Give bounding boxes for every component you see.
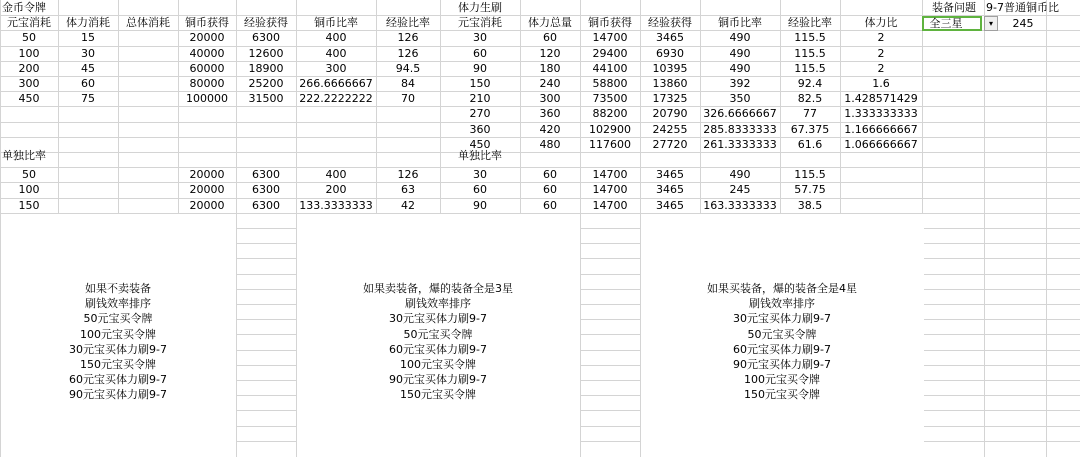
header-gold-token[interactable]: 金币令牌 [2, 1, 46, 14]
table-cell[interactable]: 400 [325, 31, 347, 44]
table-cell[interactable]: 20790 [652, 107, 688, 120]
table-cell[interactable]: 222.2222222 [299, 92, 373, 105]
note-line: 150元宝买令牌 [80, 358, 156, 372]
table-cell[interactable]: 2 [877, 62, 885, 75]
table-cell[interactable]: 360 [539, 107, 561, 120]
dropdown-value: 全三星 [929, 17, 963, 30]
table-cell[interactable]: 70 [401, 92, 415, 105]
note-line: 如果不卖装备 [85, 282, 151, 295]
table-cell[interactable]: 38.5 [797, 199, 823, 212]
table-cell[interactable]: 115.5 [794, 168, 826, 181]
table-cell[interactable]: 6300 [252, 168, 280, 181]
table-cell[interactable]: 300 [18, 77, 40, 90]
table-cell[interactable]: 12600 [248, 47, 284, 60]
header-stamina[interactable]: 体力生刷 [458, 1, 502, 14]
table-cell[interactable]: 261.3333333 [703, 138, 777, 151]
table-cell[interactable]: 27720 [652, 138, 688, 151]
table-cell[interactable]: 200 [325, 183, 347, 196]
column-header-left[interactable]: 铜币获得 [185, 16, 229, 29]
note-line: 50元宝买令牌 [403, 327, 473, 341]
table-cell[interactable]: 133.3333333 [299, 199, 373, 212]
table-cell[interactable]: 60 [81, 77, 95, 90]
table-cell[interactable]: 31500 [248, 92, 284, 105]
table-cell[interactable]: 14700 [592, 168, 628, 181]
table-cell[interactable]: 400 [325, 168, 347, 181]
table-cell[interactable]: 60 [473, 183, 487, 196]
table-cell[interactable]: 350 [729, 92, 751, 105]
table-cell[interactable]: 88200 [592, 107, 628, 120]
column-header-right[interactable]: 铜币比率 [718, 16, 762, 29]
table-cell[interactable]: 14700 [592, 31, 628, 44]
header-equip-question[interactable]: 装备问题 [932, 1, 976, 14]
header-single-right[interactable]: 单独比率 [458, 149, 502, 162]
table-cell[interactable]: 1.428571429 [844, 92, 918, 105]
note-line: 150元宝买令牌 [744, 388, 820, 402]
table-cell[interactable]: 1.6 [872, 77, 890, 90]
table-cell[interactable]: 2 [877, 47, 885, 60]
table-cell[interactable]: 80000 [189, 77, 225, 90]
column-header-right[interactable]: 体力总量 [528, 16, 572, 29]
table-cell[interactable]: 61.6 [797, 138, 823, 151]
table-cell[interactable]: 150 [18, 199, 40, 212]
note-line: 100元宝买令牌 [744, 373, 820, 387]
table-cell[interactable]: 115.5 [794, 31, 826, 44]
table-cell[interactable]: 150 [469, 77, 491, 90]
table-cell[interactable]: 3465 [656, 31, 684, 44]
header-single-left[interactable]: 单独比率 [2, 149, 46, 162]
column-header-left[interactable]: 总体消耗 [126, 16, 170, 29]
column-header-left[interactable]: 元宝消耗 [7, 16, 51, 29]
table-cell[interactable]: 6300 [252, 199, 280, 212]
table-cell[interactable]: 57.75 [794, 183, 826, 196]
note-no-sell[interactable] [0, 281, 236, 403]
note-line: 90元宝买体力刷9-7 [733, 358, 831, 372]
table-cell[interactable]: 6930 [656, 47, 684, 60]
table-cell[interactable]: 117600 [589, 138, 631, 151]
table-cell[interactable]: 3465 [656, 199, 684, 212]
table-cell[interactable]: 240 [539, 77, 561, 90]
table-cell[interactable]: 67.375 [790, 123, 830, 136]
table-cell[interactable]: 120 [539, 47, 561, 60]
table-cell[interactable]: 210 [469, 92, 491, 105]
table-cell[interactable]: 20000 [189, 199, 225, 212]
table-cell[interactable]: 300 [325, 62, 347, 75]
note-line: 90元宝买体力刷9-7 [389, 373, 487, 387]
table-cell[interactable]: 40000 [189, 47, 225, 60]
column-header-right[interactable]: 经验比率 [788, 16, 832, 29]
table-cell[interactable]: 13860 [652, 77, 688, 90]
table-cell[interactable]: 3465 [656, 168, 684, 181]
note-buy-4star[interactable] [640, 281, 924, 403]
column-header-left[interactable]: 铜币比率 [314, 16, 358, 29]
table-cell[interactable]: 58800 [592, 77, 628, 90]
table-cell[interactable]: 6300 [252, 183, 280, 196]
table-cell[interactable]: 90 [473, 62, 487, 75]
note-line: 如果买装备，爆的装备全是4星 [707, 282, 857, 295]
column-header-left[interactable]: 经验比率 [386, 16, 430, 29]
table-cell[interactable]: 30 [81, 47, 95, 60]
table-cell[interactable]: 77 [803, 107, 817, 120]
note-line: 30元宝买体力刷9-7 [389, 312, 487, 326]
note-line: 60元宝买体力刷9-7 [69, 373, 167, 387]
table-cell[interactable]: 490 [729, 31, 751, 44]
table-cell[interactable]: 200 [18, 62, 40, 75]
table-cell[interactable]: 60 [543, 183, 557, 196]
header-ratio-97[interactable]: 9-7普通铜币比 [986, 1, 1059, 14]
table-cell[interactable]: 15 [81, 31, 95, 44]
note-line: 50元宝买令牌 [747, 327, 817, 341]
note-sell-3star[interactable] [296, 281, 580, 403]
column-header-left[interactable]: 体力消耗 [66, 16, 110, 29]
table-cell[interactable]: 1.333333333 [844, 107, 918, 120]
note-line: 60元宝买体力刷9-7 [389, 342, 487, 356]
table-cell[interactable]: 100000 [186, 92, 228, 105]
note-line: 30元宝买体力刷9-7 [69, 342, 167, 356]
table-cell[interactable]: 126 [397, 168, 419, 181]
table-cell[interactable]: 245 [729, 183, 751, 196]
table-cell[interactable]: 82.5 [797, 92, 823, 105]
table-cell[interactable]: 10395 [652, 62, 688, 75]
table-cell[interactable]: 20000 [189, 183, 225, 196]
table-cell[interactable]: 490 [729, 62, 751, 75]
table-cell[interactable]: 115.5 [794, 47, 826, 60]
table-cell[interactable]: 90 [473, 199, 487, 212]
table-cell[interactable]: 60 [543, 168, 557, 181]
table-cell[interactable]: 94.5 [395, 62, 421, 75]
table-cell[interactable]: 300 [539, 92, 561, 105]
column-header-right[interactable]: 铜币获得 [588, 16, 632, 29]
table-cell[interactable]: 30 [473, 168, 487, 181]
table-cell[interactable]: 1.066666667 [844, 138, 918, 151]
table-cell[interactable]: 20000 [189, 168, 225, 181]
table-cell[interactable]: 73500 [592, 92, 628, 105]
table-cell[interactable]: 24255 [652, 123, 688, 136]
table-cell[interactable]: 30 [473, 31, 487, 44]
column-header-left[interactable]: 经验获得 [244, 16, 288, 29]
table-cell[interactable]: 126 [397, 47, 419, 60]
table-cell[interactable]: 44100 [592, 62, 628, 75]
note-line: 60元宝买体力刷9-7 [733, 342, 831, 356]
table-cell[interactable]: 63 [401, 183, 415, 196]
table-cell[interactable]: 1.166666667 [844, 123, 918, 136]
table-cell[interactable]: 450 [18, 92, 40, 105]
table-cell[interactable]: 45 [81, 62, 95, 75]
note-line: 30元宝买体力刷9-7 [733, 312, 831, 326]
table-cell[interactable]: 270 [469, 107, 491, 120]
table-cell[interactable]: 326.6666667 [703, 107, 777, 120]
table-cell[interactable]: 100 [18, 183, 40, 196]
table-cell[interactable]: 115.5 [794, 62, 826, 75]
table-cell[interactable]: 420 [539, 123, 561, 136]
table-cell[interactable]: 18900 [248, 62, 284, 75]
table-cell[interactable]: 450 [469, 138, 491, 151]
table-cell[interactable]: 60 [473, 47, 487, 60]
grid-row-line [0, 152, 1080, 153]
table-cell[interactable]: 92.4 [797, 77, 823, 90]
table-cell[interactable]: 392 [729, 77, 751, 90]
table-cell[interactable]: 163.3333333 [703, 199, 777, 212]
note-line: 刷钱效率排序 [749, 297, 815, 311]
table-cell[interactable]: 266.6666667 [299, 77, 373, 90]
table-cell[interactable]: 180 [539, 62, 561, 75]
column-header-right[interactable]: 元宝消耗 [458, 16, 502, 29]
note-line: 90元宝买体力刷9-7 [69, 388, 167, 402]
note-line: 刷钱效率排序 [85, 297, 151, 311]
table-cell[interactable]: 84 [401, 77, 415, 90]
table-cell[interactable]: 102900 [589, 123, 631, 136]
ratio-value[interactable]: 245 [1012, 17, 1034, 30]
table-cell[interactable]: 360 [469, 123, 491, 136]
table-cell[interactable]: 400 [325, 47, 347, 60]
table-cell[interactable]: 42 [401, 199, 415, 212]
table-cell[interactable]: 3465 [656, 183, 684, 196]
note-line: 刷钱效率排序 [405, 297, 471, 311]
equipment-dropdown[interactable] [922, 16, 982, 31]
table-cell[interactable]: 100 [18, 47, 40, 60]
note-line: 50元宝买令牌 [83, 312, 153, 326]
note-line: 100元宝买令牌 [400, 358, 476, 372]
table-cell[interactable]: 480 [539, 138, 561, 151]
table-cell[interactable]: 60 [543, 31, 557, 44]
table-cell[interactable]: 490 [729, 47, 751, 60]
column-header-right[interactable]: 经验获得 [648, 16, 692, 29]
column-header-right[interactable]: 体力比 [864, 16, 898, 29]
table-cell[interactable]: 60 [543, 199, 557, 212]
table-cell[interactable]: 14700 [592, 199, 628, 212]
table-cell[interactable]: 20000 [189, 31, 225, 44]
table-cell[interactable]: 50 [22, 31, 36, 44]
note-line: 如果卖装备，爆的装备全是3星 [363, 282, 513, 295]
chevron-down-icon[interactable]: ▾ [984, 16, 998, 31]
table-cell[interactable]: 6300 [252, 31, 280, 44]
table-cell[interactable]: 60000 [189, 62, 225, 75]
table-cell[interactable]: 25200 [248, 77, 284, 90]
table-cell[interactable]: 2 [877, 31, 885, 44]
table-cell[interactable]: 14700 [592, 183, 628, 196]
table-cell[interactable]: 50 [22, 168, 36, 181]
table-cell[interactable]: 490 [729, 168, 751, 181]
table-cell[interactable]: 285.8333333 [703, 123, 777, 136]
note-line: 100元宝买令牌 [80, 327, 156, 341]
note-line: 150元宝买令牌 [400, 388, 476, 402]
table-cell[interactable]: 75 [81, 92, 95, 105]
table-cell[interactable]: 126 [397, 31, 419, 44]
table-cell[interactable]: 17325 [652, 92, 688, 105]
table-cell[interactable]: 29400 [592, 47, 628, 60]
